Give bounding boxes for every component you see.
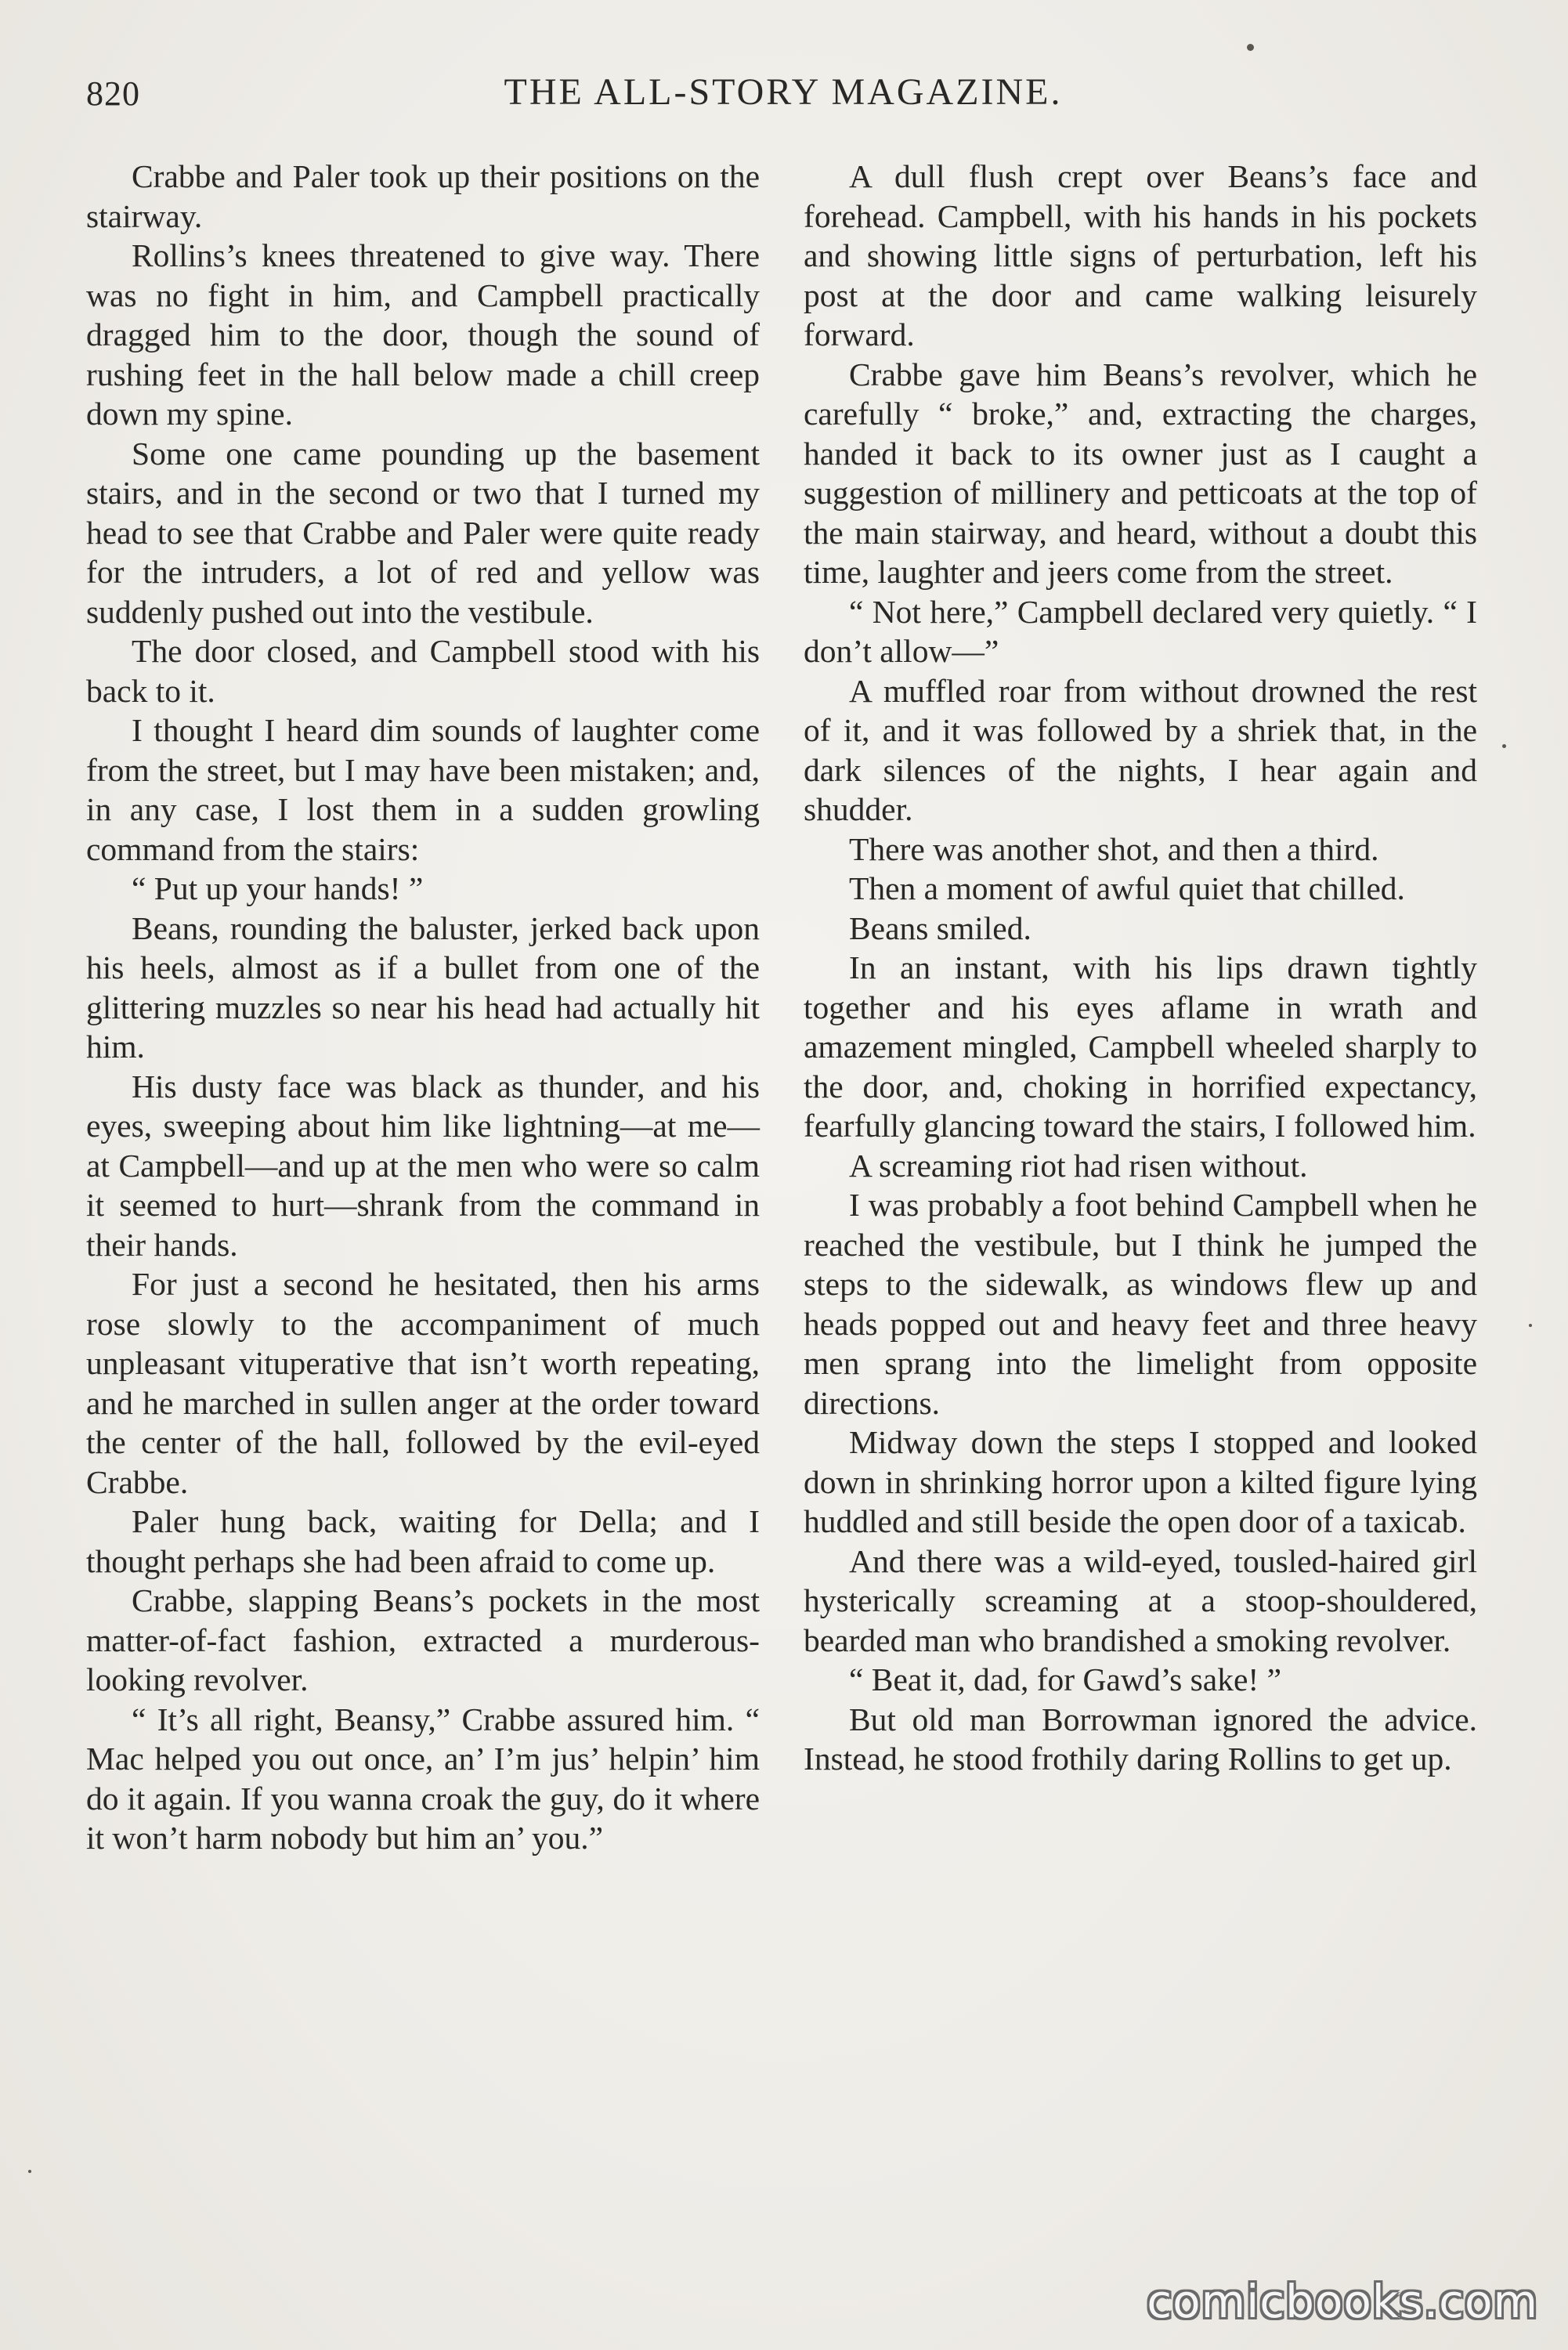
paragraph: And there was a wild-eyed, tousled-haired girl hysterically screaming at a stoop-shouldered, bearded man who brandished a smoking revolver. <box>804 1542 1477 1658</box>
paragraph: Crabbe gave him Beans’s revolver, which he carefully “ broke,” and, extracting the charges, handed it back to its owner just as I caught a suggestion of millinery and petticoats at the top of the main stairway, and heard, without a doubt this time, laughter and jeers come from the street. <box>804 356 1477 590</box>
paragraph: For just a second he hesitated, then his arms rose slowly to the accompaniment of much unpleasant vituperative that isn’t worth repeating, and he marched in sullen anger at the order toward the center of the hall, followed by the evil-eyed Crabbe. <box>86 1266 760 1500</box>
page-header <box>86 69 1480 124</box>
paragraph: A muffled roar from without drowned the rest of it, and it was followed by a shriek that, in the dark silences of the nights, I hear again and shudder. <box>804 672 1477 827</box>
paragraph: I was probably a foot behind Campbell when he reached the vestibule, but I think he jumped the steps to the sidewalk, as windows flew up and heads popped out and heavy feet and three heavy men sprang into the limelight from opposite directions. <box>804 1187 1477 1421</box>
paragraph: Beans smiled. <box>849 909 1031 946</box>
paragraph: Paler hung back, waiting for Della; and I thought perhaps she had been afraid to come up. <box>86 1503 760 1579</box>
ink-speck <box>1529 1324 1532 1327</box>
paragraph: A dull flush crept over Beans’s face and forehead. Campbell, with his hands in his pockets and showing little signs of perturbation, left his post at the door and came walking leisurely forward. <box>804 158 1477 352</box>
paragraph: “ Put up your hands! ” <box>132 870 424 906</box>
paragraph: Crabbe, slapping Beans’s pockets in the most matter-of-fact fashion, extracted a murderous-looking revolver. <box>86 1582 760 1697</box>
watermark: comicbooks.com <box>1147 2275 1538 2328</box>
page-number: 820 <box>86 74 140 113</box>
right-column <box>804 157 1477 1779</box>
running-title: THE ALL-STORY MAGAZINE. <box>504 71 1063 113</box>
paragraph: Rollins’s knees threatened to give way. There was no fight in him, and Campbell practically dragged him to the door, though the sound of rushing feet in the hall below made a chill creep down my spine. <box>86 237 760 432</box>
paragraph: But old man Borrowman ignored the advice. Instead, he stood frothily daring Rollins to get up. <box>804 1701 1477 1777</box>
paragraph: There was another shot, and then a third. <box>849 830 1379 867</box>
paragraph: His dusty face was black as thunder, and his eyes, sweeping about him like lightning—at me—at Campbell—and up at the men who were so calm it seemed to hurt—shrank from the command in their hands. <box>86 1068 760 1263</box>
paragraph: A screaming riot had risen without. <box>849 1147 1308 1184</box>
paragraph: “ Not here,” Campbell declared very quietly. “ I don’t allow—” <box>804 593 1477 669</box>
paragraph: Beans, rounding the baluster, jerked back upon his heels, almost as if a bullet from one of the glittering muzzles so near his head had actually hit him. <box>86 909 760 1065</box>
paragraph: Midway down the steps I stopped and looked down in shrinking horror upon a kilted figure lying huddled and still beside the open door of a taxicab. <box>804 1424 1477 1539</box>
left-column <box>86 157 760 1858</box>
paragraph: The door closed, and Campbell stood with his back to it. <box>86 633 760 709</box>
paragraph: I thought I heard dim sounds of laughter come from the street, but I may have been mistaken; and, in any case, I lost them in a sudden growling command from the stairs: <box>86 712 760 867</box>
paragraph: “ Beat it, dad, for Gawd’s sake! ” <box>849 1661 1281 1697</box>
paragraph: Then a moment of awful quiet that chilled. <box>849 870 1405 906</box>
ink-speck <box>1502 744 1506 748</box>
ink-speck <box>28 2170 31 2173</box>
ink-speck <box>1247 44 1254 51</box>
paragraph: In an instant, with his lips drawn tightly together and his eyes aflame in wrath and amazement mingled, Campbell wheeled sharply to the door, and, choking in horrified expectancy, fearfully glancing toward the stairs, I followed him. <box>804 949 1477 1144</box>
paragraph: Crabbe and Paler took up their positions on the stairway. <box>86 158 760 234</box>
paragraph: Some one came pounding up the basement stairs, and in the second or two that I turned my head to see that Crabbe and Paler were quite ready for the intruders, a lot of red and yellow was suddenly pushed out into the vestibule. <box>86 435 760 630</box>
paragraph: “ It’s all right, Beansy,” Crabbe assured him. “ Mac helped you out once, an’ I’m jus’ helpin’ him do it again. If you wanna croak the guy, do it where it won’t harm nobody but him an’ you.” <box>86 1701 760 1856</box>
